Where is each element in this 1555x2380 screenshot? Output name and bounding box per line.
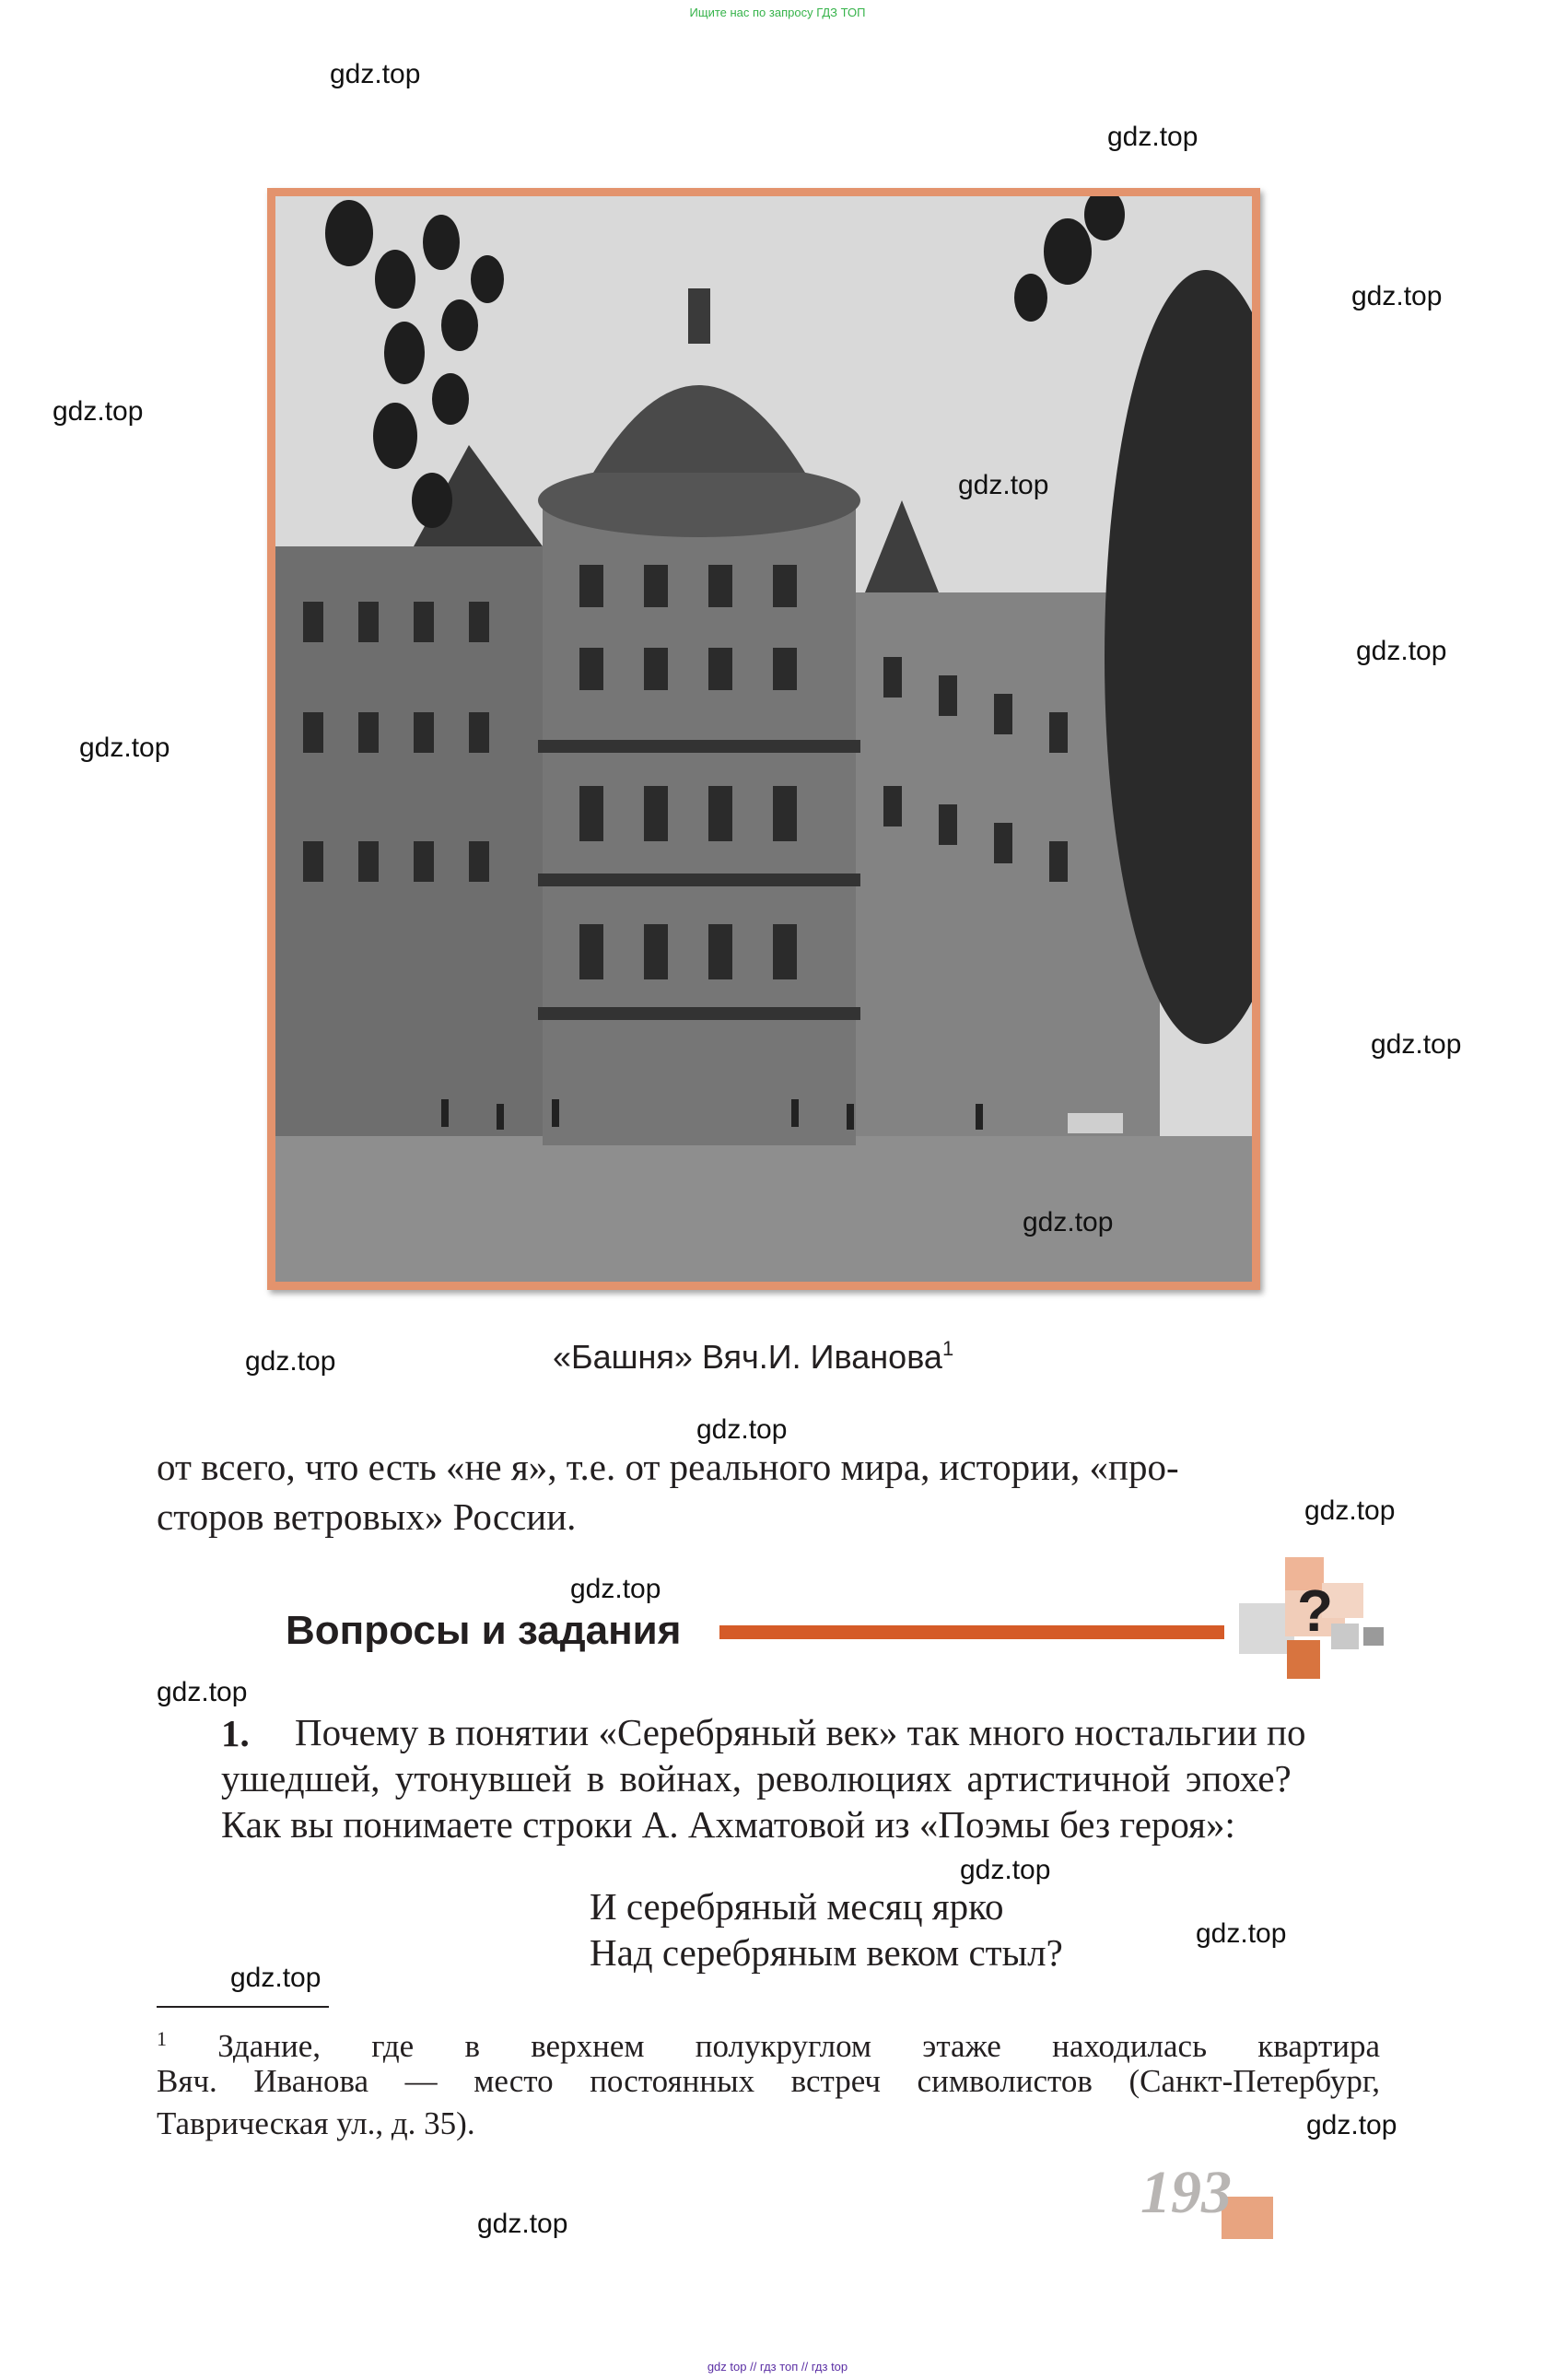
footnote-line: $^1$ Здание, где в верхнем полукруглом этаже находилась квартира bbox=[157, 2027, 1380, 2064]
watermark-link[interactable]: gdz.top bbox=[1023, 1207, 1114, 1237]
page-number: 193 bbox=[1140, 2159, 1232, 2226]
watermark-link[interactable]: gdz.top bbox=[696, 1414, 788, 1445]
question-number: 1. bbox=[221, 1712, 250, 1754]
watermark-link[interactable]: gdz.top bbox=[330, 59, 421, 89]
watermark-link[interactable]: gdz.top bbox=[53, 396, 144, 427]
footnote-rule bbox=[157, 2006, 329, 2008]
footnote-mark: 1 bbox=[157, 2027, 167, 2050]
watermark-link[interactable]: gdz.top bbox=[157, 1677, 248, 1707]
watermark-link[interactable]: gdz.top bbox=[1306, 2110, 1397, 2140]
top-banner[interactable]: Ищите нас по запросу ГДЗ ТОП bbox=[689, 6, 866, 19]
watermark-link[interactable]: gdz.top bbox=[1371, 1029, 1462, 1060]
watermark-link[interactable]: gdz.top bbox=[477, 2209, 568, 2239]
watermark-link[interactable]: gdz.top bbox=[960, 1855, 1051, 1885]
body-text-line: сторов ветровых» России. bbox=[157, 1495, 577, 1538]
watermark-link[interactable]: gdz.top bbox=[245, 1346, 336, 1377]
body-text-line: от всего, что есть «не я», т.е. от реального мира, истории, «про- bbox=[157, 1446, 1179, 1488]
figure-caption: «Башня» Вяч.И. Иванова$^1$ bbox=[553, 1337, 954, 1376]
question-text-line: ушедшей, утонувшей в войнах, революциях артистичной эпохе? bbox=[221, 1757, 1292, 1800]
question-glyph: ? bbox=[1297, 1577, 1334, 1644]
watermark-link[interactable]: gdz.top bbox=[570, 1574, 661, 1604]
watermark-link[interactable]: gdz.top bbox=[1196, 1918, 1287, 1949]
watermark-link[interactable]: gdz.top bbox=[1107, 122, 1198, 152]
question-text-line: Почему в понятии «Серебряный век» так много ностальгии по bbox=[295, 1711, 1306, 1753]
section-rule bbox=[719, 1625, 1224, 1639]
watermark-link[interactable]: gdz.top bbox=[958, 470, 1049, 500]
footnote-line: Таврическая ул., д. 35). bbox=[157, 2105, 475, 2141]
watermark-link[interactable]: gdz.top bbox=[79, 733, 170, 763]
building-illustration bbox=[275, 196, 1252, 1282]
watermark-link[interactable]: gdz.top bbox=[1304, 1495, 1396, 1526]
section-title: Вопросы и задания bbox=[286, 1608, 682, 1653]
footnote-line: Вяч. Иванова — место постоянных встреч символистов (Санкт-Петербург, bbox=[157, 2063, 1380, 2099]
question-text-line: Как вы понимаете строки А. Ахматовой из «Поэмы без героя»: bbox=[221, 1803, 1235, 1846]
building-photo bbox=[275, 196, 1252, 1282]
watermark-link[interactable]: gdz.top bbox=[230, 1963, 322, 1993]
footnote-ref: 1 bbox=[941, 1337, 954, 1360]
watermark-link[interactable]: gdz.top bbox=[1351, 281, 1443, 311]
poem-line: И серебряный месяц ярко bbox=[590, 1885, 1004, 1928]
question-mark-icon bbox=[1239, 1557, 1386, 1686]
watermark-link[interactable]: gdz.top bbox=[1356, 636, 1447, 666]
footer-links[interactable]: gdz top // гдз топ // гдз top bbox=[707, 2360, 848, 2374]
poem-line: Над серебряным веком стыл? bbox=[590, 1931, 1063, 1974]
photo-frame bbox=[267, 188, 1260, 1290]
